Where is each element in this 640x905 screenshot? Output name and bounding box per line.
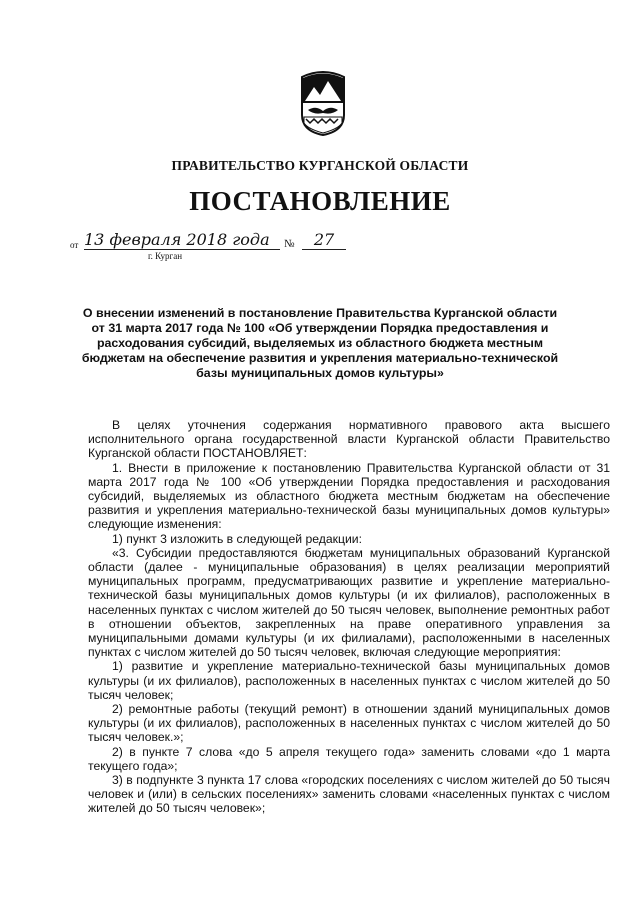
document-title: О внесении изменений в постановление Правительства Курганской области от 31 марта 2017 года № 100 «Об утверждении Порядка предоставления и расходования субсидий, выделяемых из областного бюджета местным бюджетам на обеспечение развития и укрепления материально-технической базы муниципальных домов культуры»: [81, 306, 559, 380]
date-from-label: от: [70, 240, 79, 250]
number-label: №: [284, 238, 295, 250]
paragraph: 2) ремонтные работы (текущий ремонт) в отношении зданий муниципальных домов культуры (и их филиалов), расположенных в населенных пунктах с числом жителей до 50 тысяч человек.»;: [88, 702, 610, 745]
paragraph: 1) пункт 3 изложить в следующей редакции:: [112, 531, 362, 546]
coat-of-arms-emblem: [298, 65, 348, 137]
paragraph: 3) в подпункте 3 пункта 17 слова «городских поселениях с числом жителей до 50 тысяч человек и (или) в сельских поселениях» заменить словами «населенных пунктах с числом жителей до 50 тысяч человек»;: [88, 773, 610, 816]
city-label: г. Курган: [148, 251, 183, 261]
paragraph: В целях уточнения содержания нормативного правового акта высшего исполнительного органа государственной власти Курганской области Правительство Курганской области ПОСТАНОВЛЯЕТ:: [88, 418, 610, 461]
handwritten-date: 13 февраля 2018 года: [84, 230, 280, 250]
handwritten-number: 27: [302, 230, 346, 250]
paragraph: 2) в пункте 7 слова «до 5 апреля текущего года» заменить словами «до 1 марта текущего года»;: [88, 744, 610, 773]
paragraph: 1. Внести в приложение к постановлению Правительства Курганской области от 31 марта 2017 года № 100 «Об утверждении Порядка предоставления и расходования субсидий, выделяемых из областного бюджета местным бюджетам на обеспечение развития и укрепления материально-технической базы муниципальных домов культуры» следующие изменения:: [88, 460, 610, 532]
document-body: [88, 418, 610, 816]
date-line: [70, 232, 390, 262]
government-name: ПРАВИТЕЛЬСТВО КУРГАНСКОЙ ОБЛАСТИ: [171, 158, 469, 173]
paragraph: «3. Субсидии предоставляются бюджетам муниципальных образований Курганской области (далее - муниципальные образования) в целях реализации мероприятий муниципальных программ, предусматривающих развитие и укрепление материально-технической базы муниципальных домов культуры (и их филиалов), расположенных в населенных пунктах с числом жителей до 50 тысяч человек, выполнение ремонтных работ в отношении объектов, закрепленных на праве оперативного управления за муниципальными домами культуры (и их филиалами), расположенными в населенных пунктах с числом жителей до 50 тысяч человек, включая следующие мероприятия:: [88, 545, 610, 660]
paragraph: 1) развитие и укрепление материально-технической базы муниципальных домов культуры (и их филиалов), расположенных в населенных пунктах с числом жителей до 50 тысяч человек;: [88, 659, 610, 702]
document-type: ПОСТАНОВЛЕНИЕ: [189, 186, 451, 216]
